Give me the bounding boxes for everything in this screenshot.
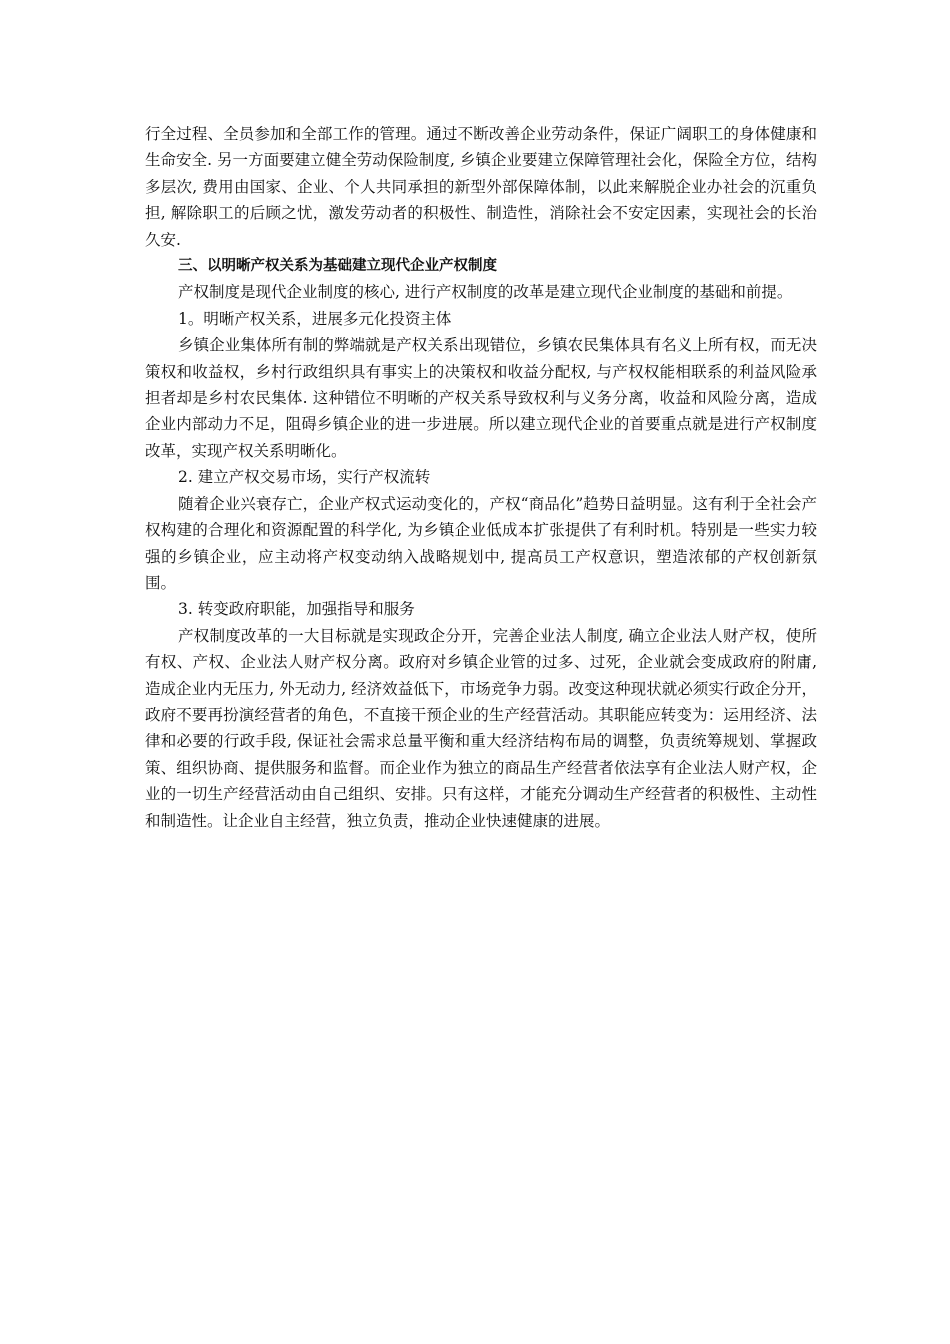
subsection-heading: 1。明晰产权关系，进展多元化投资主体 <box>178 309 452 328</box>
body-paragraph: 随着企业兴衰存亡，企业产权式运动变化的，产权“商品化”趋势日益明显。这有利于全社会产权构建的合理化和资源配置的科学化, 为乡镇企业低成本扩张提供了有利时机。特别是一些实力较强的乡镇企业，应主动将产权变动纳入战略规划中, 提高员工产权意识，塑造浓郁的产权创新氛围。 <box>145 494 817 592</box>
body-paragraph: 乡镇企业集体所有制的弊端就是产权关系出现错位，乡镇农民集体具有名义上所有权，而无决策权和收益权，乡村行政组织具有事实上的决策权和收益分配权, 与产权权能相联系的利益风险承担者却是乡村农民集体. 这种错位不明晰的产权关系导致权利与义务分离，收益和风险分离，造成企业内部动力不足，阻碍乡镇企业的进一步进展。所以建立现代企业的首要重点就是进行产权制度改革，实现产权关系明晰化。 <box>145 336 817 460</box>
subsection-heading: 3. 转变政府职能，加强指导和服务 <box>178 600 415 619</box>
body-paragraph: 行全过程、全员参加和全部工作的管理。通过不断改善企业劳动条件，保证广阔职工的身体健康和生命安全. 另一方面要建立健全劳动保险制度, 乡镇企业要建立保障管理社会化，保险全方位，结构多层次, 费用由国家、企业、个人共同承担的新型外部保障体制，以此来解脱企业办社会的沉重负担, 解除职工的后顾之忧，激发劳动者的积极性、制造性，消除社会不安定因素，实现社会的长治久安. <box>145 125 817 249</box>
section-heading: 三、以明晰产权关系为基础建立现代企业产权制度 <box>178 258 497 275</box>
subsection-heading: 2. 建立产权交易市场，实行产权流转 <box>178 468 431 487</box>
body-paragraph: 产权制度是现代企业制度的核心, 进行产权制度的改革是建立现代企业制度的基础和前提。 <box>178 283 793 302</box>
body-paragraph: 产权制度改革的一大目标就是实现政企分开，完善企业法人制度, 确立企业法人财产权，使所有权、产权、企业法人财产权分离。政府对乡镇企业管的过多、过死，企业就会变成政府的附庸, 造成企业内无压力, 外无动力, 经济效益低下，市场竞争力弱。改变这种现状就必须实行政企分开，政府不要再扮演经营者的角色，不直接干预企业的生产经营活动。其职能应转变为：运用经济、法律和必要的行政手段, 保证社会需求总量平衡和重大经济结构布局的调整，负责统筹规划、掌握政策、组织协商、提供服务和监督。而企业作为独立的商品生产经营者依法享有企业法人财产权，企业的一切生产经营活动由自己组织、安排。只有这样，才能充分调动生产经营者的积极性、主动性和制造性。让企业自主经营，独立负责，推动企业快速健康的进展。 <box>145 626 817 830</box>
document-body <box>145 121 817 834</box>
